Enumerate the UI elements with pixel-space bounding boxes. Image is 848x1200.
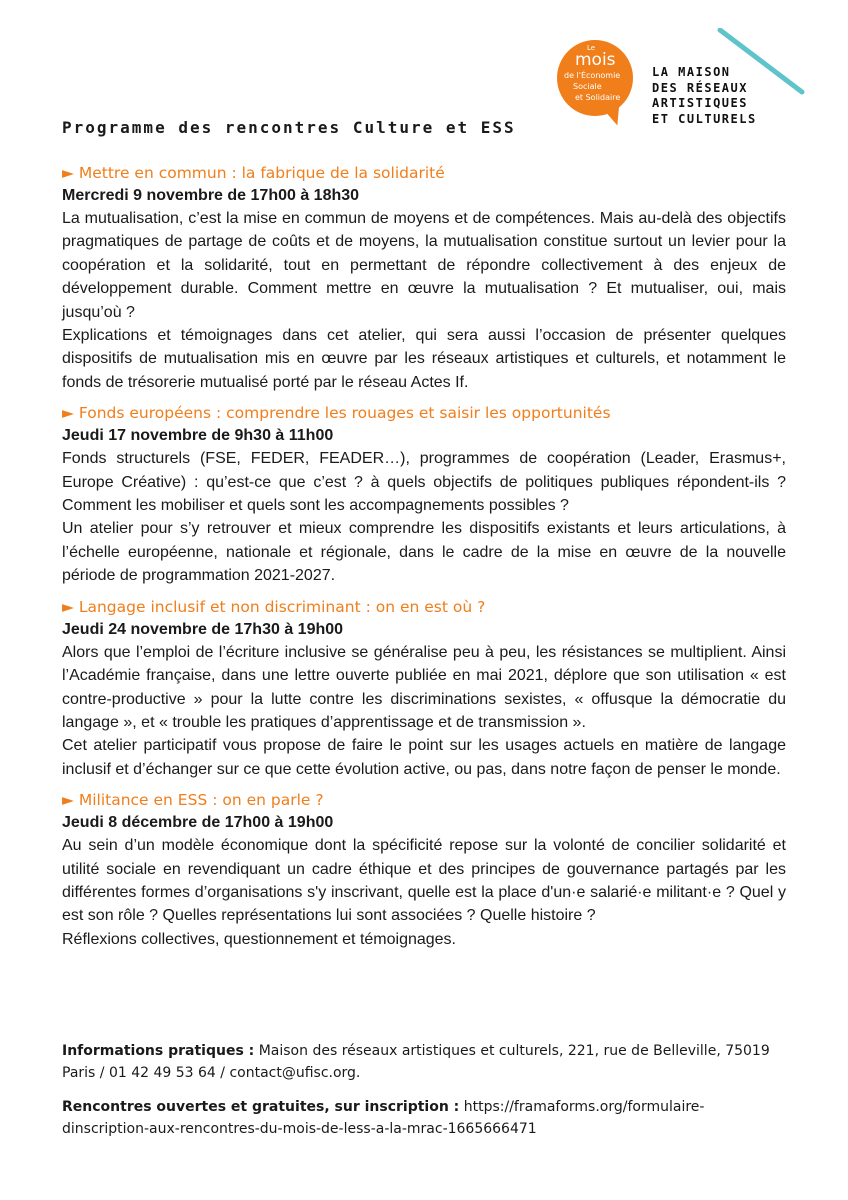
section-title: ► Mettre en commun : la fabrique de la solidarité — [62, 164, 445, 182]
program-section — [62, 596, 786, 781]
program-content — [62, 162, 786, 959]
section-paragraph: Réflexions collectives, questionnement et témoignages. — [62, 930, 456, 948]
section-paragraph: Explications et témoignages dans cet atelier, qui sera aussi l’occasion de présenter quelques dispositifs de mutualisation mis en œuvre par les réseaux artistiques et culturels, et notamment le fonds de trésorerie mutualisé porté par le réseau Actes If. — [62, 327, 786, 391]
mois-ess-logo — [557, 40, 635, 130]
mois-logo-line4: Sociale — [573, 82, 602, 91]
section-title: ► Militance en ESS : on en parle ? — [62, 791, 324, 810]
practical-info-label: Informations pratiques : — [62, 1043, 255, 1059]
mois-logo-line3: de l'Économie — [564, 71, 621, 80]
section-paragraph: Au sein d’un modèle économique dont la spécificité repose sur la volonté de concilier solidarité et utilité sociale en revendiquant un cadre éthique et des principes de gouvernance partagés par les différentes formes d’organisations s'y inscrivant, quelle est la place d'un·e salarié·e militant·e ? Quel y est son rôle ? Quelles représentations lui sont associées ? Quelle histoire ? — [62, 837, 786, 925]
maison-logo-text — [652, 65, 757, 127]
section-paragraph: Un atelier pour s’y retrouver et mieux comprendre les dispositifs existants et leurs articulations, à l’échelle européenne, nationale et régionale, dans le cadre de la mise en œuvre de la nouvelle période de programmation 2021-2027. — [62, 520, 786, 585]
practical-info — [62, 1040, 786, 1084]
section-paragraph: Alors que l’emploi de l’écriture inclusive se généralise peu à peu, les résistances se multiplient. Ainsi l’Académie française, dans une lettre ouverte publiée en mai 2021, déplore que son utilisation « est contre-productive » pour la lutte contre les discriminations sexistes, « offusque la démocratie du langage », et « trouble les pratiques d’apprentissage et de transmission ». — [62, 643, 786, 731]
section-date: Jeudi 17 novembre de 9h30 à 11h00 — [62, 427, 334, 445]
maison-logo-line: DES RÉSEAUX — [652, 80, 748, 95]
section-date: Jeudi 8 décembre de 17h00 à 19h00 — [62, 814, 334, 832]
practical-info-text: Maison des réseaux artistiques et culturels, 221, rue de Belleville, 75019 Paris / 01 42 49 53 64 / contact@ufisc.org. — [62, 1043, 770, 1081]
section-body — [62, 834, 786, 951]
mois-logo-line2: mois — [575, 50, 616, 70]
section-title: ► Fonds européens : comprendre les rouages et saisir les opportunités — [62, 404, 611, 423]
section-paragraph: Cet atelier participatif vous propose de faire le point sur les usages actuels en matière de langage inclusif et d’échanger sur ce que cette évolution active, ou pas, dans notre façon de penser le monde. — [62, 737, 786, 778]
section-date: Jeudi 24 novembre de 17h30 à 19h00 — [62, 620, 344, 638]
signup-label: Rencontres ouvertes et gratuites, sur inscription : — [62, 1099, 460, 1115]
mois-logo-line5: et Solidaire — [575, 93, 621, 102]
mois-logo-line1: Le — [587, 44, 596, 52]
program-section — [62, 402, 786, 587]
section-paragraph: Fonds structurels (FSE, FEDER, FEADER…), programmes de coopération (Leader, Erasmus+, Europe Créative) : qu’est-ce que c’est ? à quels objectifs de politiques publiques répondent-ils ? Comment les mobiliser et quels sont les accompagnements possibles ? — [62, 450, 786, 515]
section-body — [62, 207, 786, 394]
page-title: Programme des rencontres Culture et ESS — [62, 118, 516, 137]
signup-info — [62, 1096, 786, 1140]
maison-reseaux-logo — [652, 28, 802, 138]
maison-logo-line: ET CULTURELS — [652, 111, 757, 126]
maison-logo-line: ARTISTIQUES — [652, 96, 748, 110]
signup-link[interactable]: https://framaforms.org/formulaire-dinscription-aux-rencontres-du-mois-de-less-a-la-mrac-1665666471 — [62, 1099, 705, 1137]
maison-logo-line: LA MAISON — [652, 65, 731, 79]
section-paragraph: La mutualisation, c’est la mise en commun de moyens et de compétences. Mais au-delà des objectifs pragmatiques de partage de coûts et de moyens, la mutualisation constitue surtout un levier pour la coopération et la solidarité, tout en permettant de répondre collectivement à des enjeux de développement durable. Comment mettre en œuvre la mutualisation ? Et mutualiser, oui, mais jusqu’où ? — [62, 210, 786, 321]
section-body — [62, 447, 786, 587]
program-section — [62, 162, 786, 394]
program-section — [62, 789, 786, 951]
section-title: ► Langage inclusif et non discriminant : on en est où ? — [62, 597, 486, 616]
section-date: Mercredi 9 novembre de 17h00 à 18h30 — [62, 187, 360, 204]
section-body — [62, 641, 786, 781]
footer — [62, 1040, 786, 1152]
